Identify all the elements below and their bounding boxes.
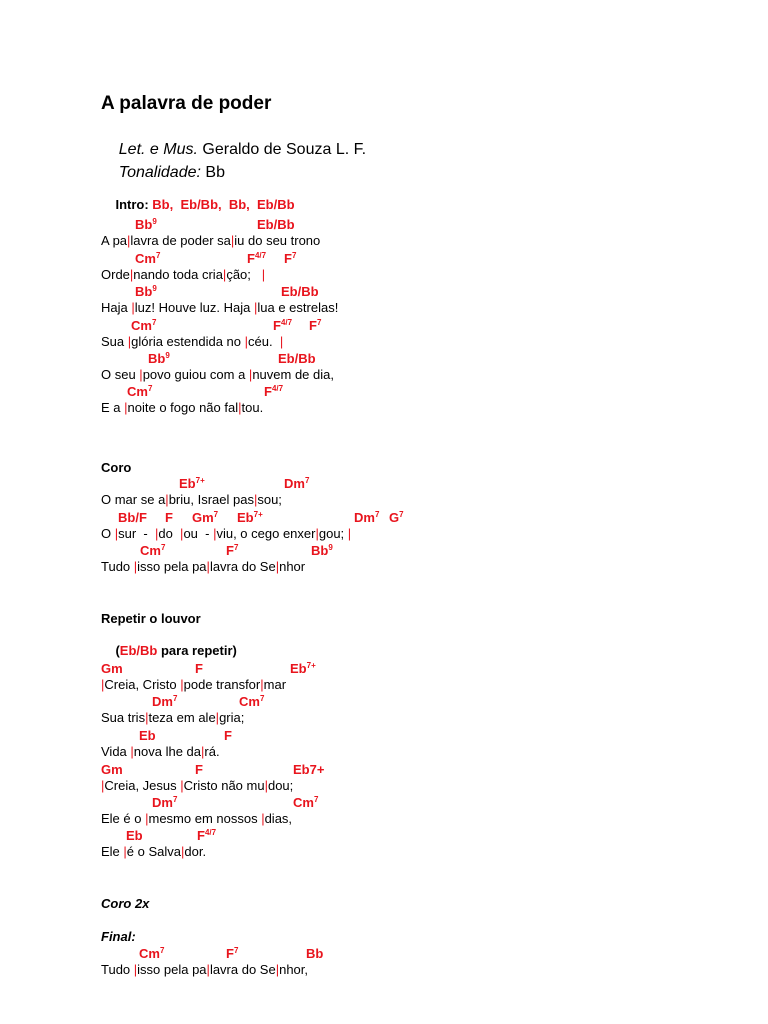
lyric-segment: A pa (101, 233, 128, 248)
chord-extension: 7 (259, 694, 265, 703)
chord-root: Eb (126, 828, 143, 843)
chord-root: Eb (179, 476, 196, 491)
lyric-segment: Sua (101, 334, 128, 349)
lyric-line (101, 492, 282, 508)
chord-root: Bb (311, 543, 329, 558)
syllable-divider: | (279, 334, 284, 349)
lyric-segment: teza em ale (148, 710, 216, 725)
lyric-segment: ção; (226, 267, 262, 282)
lyric-line (101, 811, 292, 827)
chord (226, 543, 238, 558)
lyric-segment: dias, (264, 811, 293, 826)
chord (311, 543, 333, 558)
chord-root: Cm (293, 795, 314, 810)
chord (101, 661, 123, 676)
lyric-segment: gou; (318, 526, 348, 541)
chord-extension: 7+ (306, 661, 316, 670)
chord-extension: 9 (152, 284, 157, 293)
chord-root: F (264, 384, 272, 399)
credits-value: Geraldo de Souza L. F. (202, 141, 367, 158)
syllable-divider: | (180, 778, 184, 793)
chord-extension: 7+ (253, 510, 263, 519)
chord-root: Gm (101, 661, 123, 676)
lyric-segment: Tudo (101, 559, 134, 574)
coro-heading: Coro (101, 460, 132, 475)
chord-root: Cm (135, 251, 156, 266)
chord-root: G (389, 510, 400, 525)
syllable-divider: | (315, 526, 319, 541)
chord-extension: 7 (147, 384, 153, 393)
repetir-paren: ( (115, 643, 120, 658)
lyric-line (101, 677, 286, 693)
lyric-segment: noite o fogo não fal (127, 400, 239, 415)
lyric-segment: mar (263, 677, 287, 692)
chord (257, 217, 295, 232)
chord (197, 828, 216, 843)
chord-root: F (197, 828, 205, 843)
lyric-segment: sou; (257, 492, 282, 507)
chord (293, 795, 318, 810)
syllable-divider: | (154, 526, 159, 541)
chord-root: Bb (135, 217, 153, 232)
chord (284, 251, 296, 266)
chord (195, 661, 203, 676)
syllable-divider: | (127, 233, 131, 248)
chord-extension: 9 (152, 217, 157, 226)
lyric-line (101, 267, 265, 283)
lyric-segment: briu, Israel pas (168, 492, 254, 507)
lyric-segment: céu. (248, 334, 280, 349)
syllable-divider: | (129, 267, 134, 282)
chord-extension: 4/7 (280, 318, 293, 327)
chord (152, 694, 177, 709)
lyric-segment: Ele é o (101, 811, 146, 826)
lyric-segment: glória estendida no (131, 334, 245, 349)
lyric-segment: Haja (101, 300, 132, 315)
syllable-divider: | (275, 559, 280, 574)
chord-root: F (224, 728, 232, 743)
chord-root: Eb/Bb (278, 351, 316, 366)
syllable-divider: | (213, 526, 217, 541)
chord (135, 284, 157, 299)
chord (293, 762, 324, 777)
chord (264, 384, 283, 399)
chord-root: Bb (306, 946, 324, 961)
chord-root: Eb/Bb (257, 217, 295, 232)
lyric-line (101, 778, 293, 794)
syllable-divider: | (145, 710, 149, 725)
syllable-divider: | (180, 677, 184, 692)
chord-root: Dm (284, 476, 305, 491)
chord (290, 661, 316, 676)
chord-root: F (195, 661, 203, 676)
chord-extension: 9 (328, 543, 333, 552)
chord-extension: 7 (316, 318, 322, 327)
chord-root: Gm (101, 762, 123, 777)
syllable-divider: | (180, 526, 184, 541)
chord-root: Dm (354, 510, 375, 525)
syllable-divider: | (133, 559, 138, 574)
chord-extension: 4/7 (271, 384, 284, 393)
lyric-segment: Ele (101, 844, 124, 859)
chord-extension: 7 (172, 795, 178, 804)
syllable-divider: | (165, 492, 169, 507)
chord (239, 694, 264, 709)
lyric-line (101, 300, 338, 316)
chord-extension: 7 (291, 251, 297, 260)
lyric-segment: do (158, 526, 181, 541)
chord-root: F (284, 251, 292, 266)
song-title: A palavra de poder (101, 93, 272, 114)
syllable-divider: | (244, 334, 249, 349)
chord-root: Bb/F (118, 510, 147, 525)
chord (152, 795, 177, 810)
chord-root: Gm (192, 510, 214, 525)
lyric-line (101, 744, 220, 760)
chord (126, 828, 143, 843)
chord (135, 251, 160, 266)
chord-extension: 9 (165, 351, 170, 360)
coro2x-heading: Coro 2x (101, 896, 150, 911)
chord (101, 762, 123, 777)
lyric-segment: iu do seu trono (234, 233, 321, 248)
lyric-segment: Vida (101, 744, 131, 759)
lyric-line (101, 367, 334, 383)
chord (247, 251, 266, 266)
key-value: Bb (205, 164, 225, 181)
lyric-segment: Creia, Cristo (104, 677, 181, 692)
lyric-line (101, 233, 320, 249)
lyric-line (101, 334, 283, 350)
syllable-divider: | (133, 962, 138, 977)
chord-root: F (226, 543, 234, 558)
chord (278, 351, 316, 366)
lyric-line (101, 844, 206, 860)
chord-root: F (273, 318, 281, 333)
chord (281, 284, 319, 299)
chord-extension: 7 (399, 510, 404, 519)
lyric-line (101, 710, 244, 726)
syllable-divider: | (127, 334, 132, 349)
lyric-segment: Tudo (101, 962, 134, 977)
syllable-divider: | (131, 300, 135, 315)
lyric-segment: ou - (183, 526, 214, 541)
syllable-divider: | (264, 778, 268, 793)
syllable-divider: | (123, 844, 127, 859)
syllable-divider: | (261, 811, 265, 826)
chord (354, 510, 379, 525)
lyric-line (101, 559, 305, 575)
lyric-segment: dor. (184, 844, 207, 859)
lyric-segment: O seu (101, 367, 140, 382)
syllable-divider: | (114, 526, 119, 541)
lyric-segment: lavra de poder sa (130, 233, 231, 248)
lyric-segment: E a (101, 400, 125, 415)
chord-extension: 7+ (195, 476, 205, 485)
chord (139, 946, 164, 961)
syllable-divider: | (215, 710, 220, 725)
lyric-segment: gria; (219, 710, 245, 725)
lyric-segment: O mar se a (101, 492, 166, 507)
chord-root: Bb (135, 284, 153, 299)
chord (192, 510, 218, 525)
lyric-segment: isso pela pa (137, 962, 207, 977)
syllable-divider: | (145, 811, 149, 826)
chord (389, 510, 404, 525)
intro-label: Intro: (115, 197, 149, 212)
syllable-divider: | (101, 778, 105, 793)
lyric-segment: rá. (204, 744, 220, 759)
lyric-segment: isso pela pa (137, 559, 207, 574)
chord-root: Eb (290, 661, 307, 676)
syllable-divider: | (124, 400, 128, 415)
chord (237, 510, 263, 525)
chord (148, 351, 170, 366)
syllable-divider: | (253, 492, 258, 507)
syllable-divider: | (206, 962, 210, 977)
lyric-segment: nuvem de dia, (252, 367, 334, 382)
chord-root: Cm (140, 543, 161, 558)
chord-extension: 7 (304, 476, 310, 485)
intro-chords: Bb, Eb/Bb, Bb, Eb/Bb (152, 197, 295, 212)
chord-root: Cm (139, 946, 160, 961)
lyric-segment: é o Salva (126, 844, 181, 859)
chord-extension: 7 (233, 946, 239, 955)
lyric-segment: nando toda cria (133, 267, 223, 282)
syllable-divider: | (347, 526, 352, 541)
chord (224, 728, 232, 743)
chord-root: F (195, 762, 203, 777)
lyric-segment: luz! Houve luz. Haja (134, 300, 254, 315)
chord-root: Cm (127, 384, 148, 399)
lyric-segment: mesmo em nossos (148, 811, 262, 826)
lyric-segment: dou; (267, 778, 294, 793)
chord-root: Eb/Bb (281, 284, 319, 299)
chord-root: F (226, 946, 234, 961)
syllable-divider: | (206, 559, 210, 574)
credits-label: Let. e Mus. (118, 141, 198, 158)
chord-extension: 7 (159, 946, 165, 955)
repetir-text: para repetir) (157, 643, 237, 658)
syllable-divider: | (201, 744, 205, 759)
chord (284, 476, 309, 491)
chord (140, 543, 165, 558)
chord-extension: 4/7 (204, 828, 217, 837)
chord-root: F (165, 510, 173, 525)
lyric-segment: nhor, (279, 962, 309, 977)
chord (179, 476, 205, 491)
syllable-divider: | (230, 233, 235, 248)
syllable-divider: | (181, 844, 185, 859)
lyric-segment: Creia, Jesus (104, 778, 181, 793)
chord (309, 318, 321, 333)
chord (131, 318, 156, 333)
chord (139, 728, 156, 743)
syllable-divider: | (139, 367, 143, 382)
chord (165, 510, 173, 525)
chord-extension: 7 (313, 795, 319, 804)
key-label: Tonalidade: (118, 164, 201, 181)
lyric-segment: lavra do Se (209, 962, 276, 977)
lyric-segment: nova lhe da (133, 744, 202, 759)
lyric-segment: Orde (101, 267, 130, 282)
chord-root: Dm (152, 694, 173, 709)
syllable-divider: | (260, 677, 264, 692)
chord-root: F (309, 318, 317, 333)
chord-root: Eb7+ (293, 762, 325, 777)
lyric-line (101, 526, 351, 542)
chord-root: Bb (148, 351, 166, 366)
chord-root: F (247, 251, 255, 266)
lyric-segment: viu, o cego enxer (216, 526, 316, 541)
lyric-segment: lua e estrelas! (257, 300, 339, 315)
syllable-divider: | (238, 400, 242, 415)
lyric-segment: sur - (118, 526, 155, 541)
chord (127, 384, 152, 399)
syllable-divider: | (253, 300, 258, 315)
chord-extension: 7 (213, 510, 219, 519)
syllable-divider: | (248, 367, 253, 382)
final-heading: Final: (101, 929, 136, 944)
lyric-segment: nhor (279, 559, 306, 574)
chord (195, 762, 203, 777)
lyric-segment: O (101, 526, 115, 541)
syllable-divider: | (261, 267, 266, 282)
chord (273, 318, 292, 333)
chord (226, 946, 238, 961)
chord (118, 510, 147, 525)
syllable-divider: | (222, 267, 227, 282)
lyric-segment: lavra do Se (209, 559, 276, 574)
repetir-heading: Repetir o louvor (101, 611, 201, 626)
syllable-divider: | (101, 677, 105, 692)
chord-root: Eb (139, 728, 156, 743)
lyric-line (101, 962, 308, 978)
chord-extension: 7 (374, 510, 380, 519)
chord-root: Dm (152, 795, 173, 810)
chord-root: Cm (131, 318, 152, 333)
chord-extension: 4/7 (254, 251, 267, 260)
chord-root: Cm (239, 694, 260, 709)
repetir-chord: Eb/Bb (119, 643, 158, 658)
chord-root: Eb (237, 510, 254, 525)
chord-extension: 7 (160, 543, 166, 552)
lyric-segment: Cristo não mu (183, 778, 265, 793)
lyric-segment: Sua tris (101, 710, 146, 725)
lyric-line (101, 400, 263, 416)
lyric-segment: pode transfor (183, 677, 261, 692)
chord-extension: 7 (155, 251, 161, 260)
chord-extension: 7 (151, 318, 157, 327)
syllable-divider: | (130, 744, 134, 759)
chord-extension: 7 (172, 694, 178, 703)
syllable-divider: | (275, 962, 280, 977)
chord (306, 946, 323, 961)
chord (135, 217, 157, 232)
chord-extension: 7 (233, 543, 239, 552)
lyric-segment: tou. (241, 400, 264, 415)
lyric-segment: povo guiou com a (142, 367, 249, 382)
